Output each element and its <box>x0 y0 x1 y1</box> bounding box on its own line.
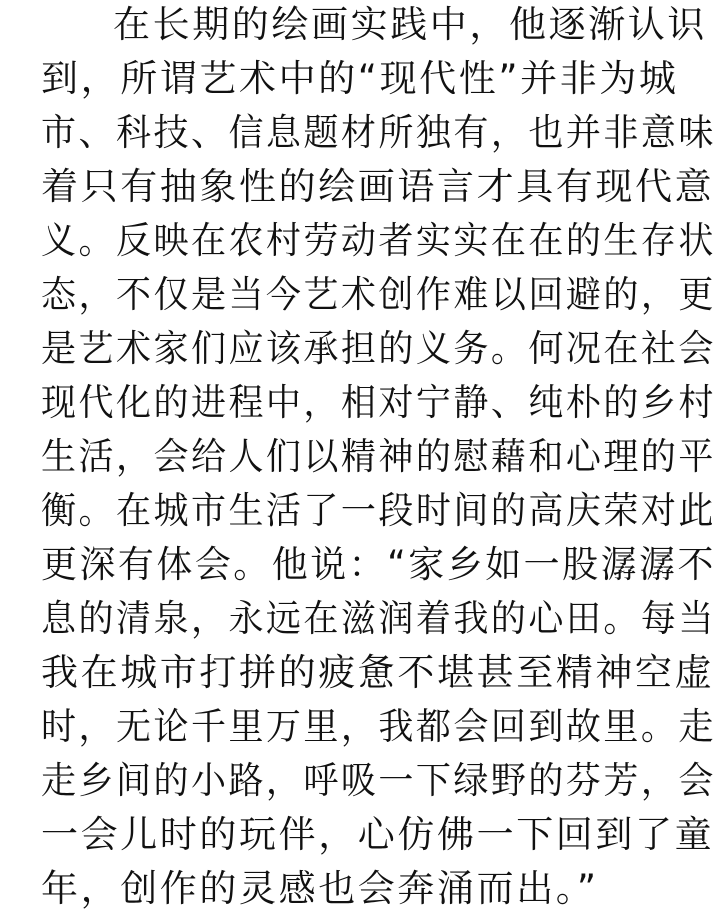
text-line-6: 态，不仅是当今艺术创作难以回避的，更 <box>41 273 716 316</box>
text-line-15: 走乡间的小路，呼吸一下绿野的芬芳，会 <box>41 759 716 802</box>
text-line-2: 到，所谓艺术中的“现代性”并非为城 <box>41 57 679 100</box>
text-line-1: 在长期的绘画实践中，他逐渐认识 <box>113 3 707 46</box>
text-line-10: 衡。在城市生活了一段时间的高庆荣对此 <box>41 489 716 532</box>
text-line-14: 时，无论千里万里，我都会回到故里。走 <box>41 705 716 748</box>
text-line-8: 现代化的进程中，相对宁静、纯朴的乡村 <box>41 381 716 424</box>
text-line-3: 市、科技、信息题材所独有，也并非意味 <box>41 111 716 154</box>
text-line-4: 着只有抽象性的绘画语言才具有现代意 <box>41 165 715 208</box>
text-line-7: 是艺术家们应该承担的义务。何况在社会 <box>41 327 716 370</box>
text-line-11: 更深有体会。他说：“家乡如一股潺潺不 <box>41 543 716 586</box>
text-line-9: 生活，会给人们以精神的慰藉和心理的平 <box>41 435 716 478</box>
document-page <box>41 0 716 918</box>
text-line-17: 年，创作的灵感也会奔涌而出。” <box>41 867 599 910</box>
text-line-16: 一会儿时的玩伴，心仿佛一下回到了童 <box>41 813 715 856</box>
text-line-13: 我在城市打拼的疲惫不堪甚至精神空虚 <box>41 651 715 694</box>
text-line-5: 义。反映在农村劳动者实实在在的生存状 <box>41 219 716 262</box>
text-line-12: 息的清泉，永远在滋润着我的心田。每当 <box>41 597 716 640</box>
